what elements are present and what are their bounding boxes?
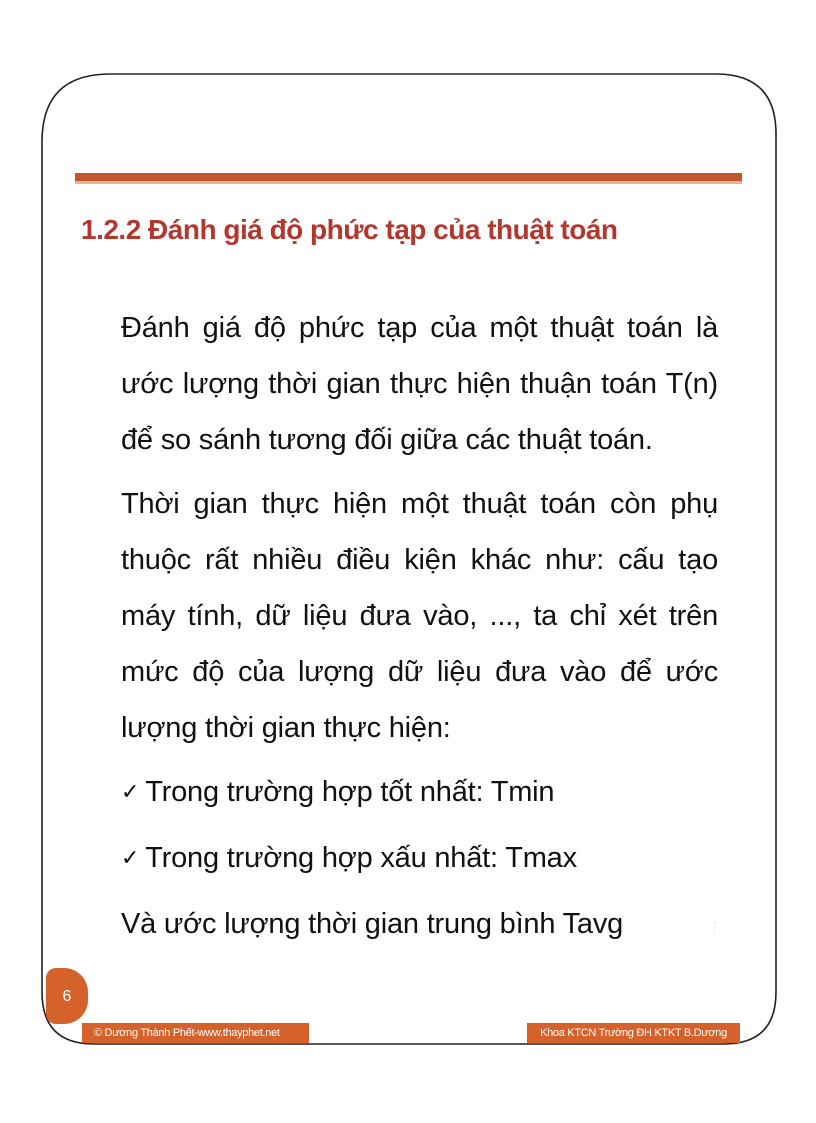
- footer-author: © Dương Thành Phết-www.thayphet.net: [82, 1023, 309, 1043]
- slide-body: [121, 300, 718, 952]
- check-item-best-case-text: Trong trường hợp tốt nhất: Tmin: [145, 776, 555, 808]
- title-rule-shadow: [75, 181, 742, 184]
- check-item-worst-case-text: Trong trường hợp xấu nhất: Tmax: [145, 842, 577, 874]
- check-item-worst-case: [121, 830, 718, 888]
- page-number: 6: [46, 968, 88, 1024]
- paragraph-1: Đánh giá độ phức tạp của một thuật toán là ước lượng thời gian thực hiện thuận toán T(n) để so sánh tương đối giữa các thuật toán.: [121, 312, 718, 456]
- slide-title: 1.2.2 Đánh giá độ phức tạp của thuật toán: [81, 214, 618, 245]
- closing-line: Và ước lượng thời gian trung bình Tavg: [121, 908, 624, 940]
- faint-mark-icon: ⁝: [712, 920, 718, 937]
- check-item-best-case: [121, 764, 718, 822]
- footer-institution: Khoa KTCN Trường ĐH KTKT B.Dương: [527, 1023, 740, 1043]
- check-icon: ✓: [121, 845, 140, 870]
- paragraph-2: Thời gian thực hiện một thuật toán còn phụ thuộc rất nhiều điều kiện khác như: cấu tạo máy tính, dữ liệu đưa vào, ..., ta chỉ xét trên mức độ của lượng dữ liệu đưa vào để ước lượng thời gian thực hiện:: [121, 488, 718, 744]
- title-rule: [75, 173, 742, 181]
- check-icon: ✓: [121, 779, 140, 804]
